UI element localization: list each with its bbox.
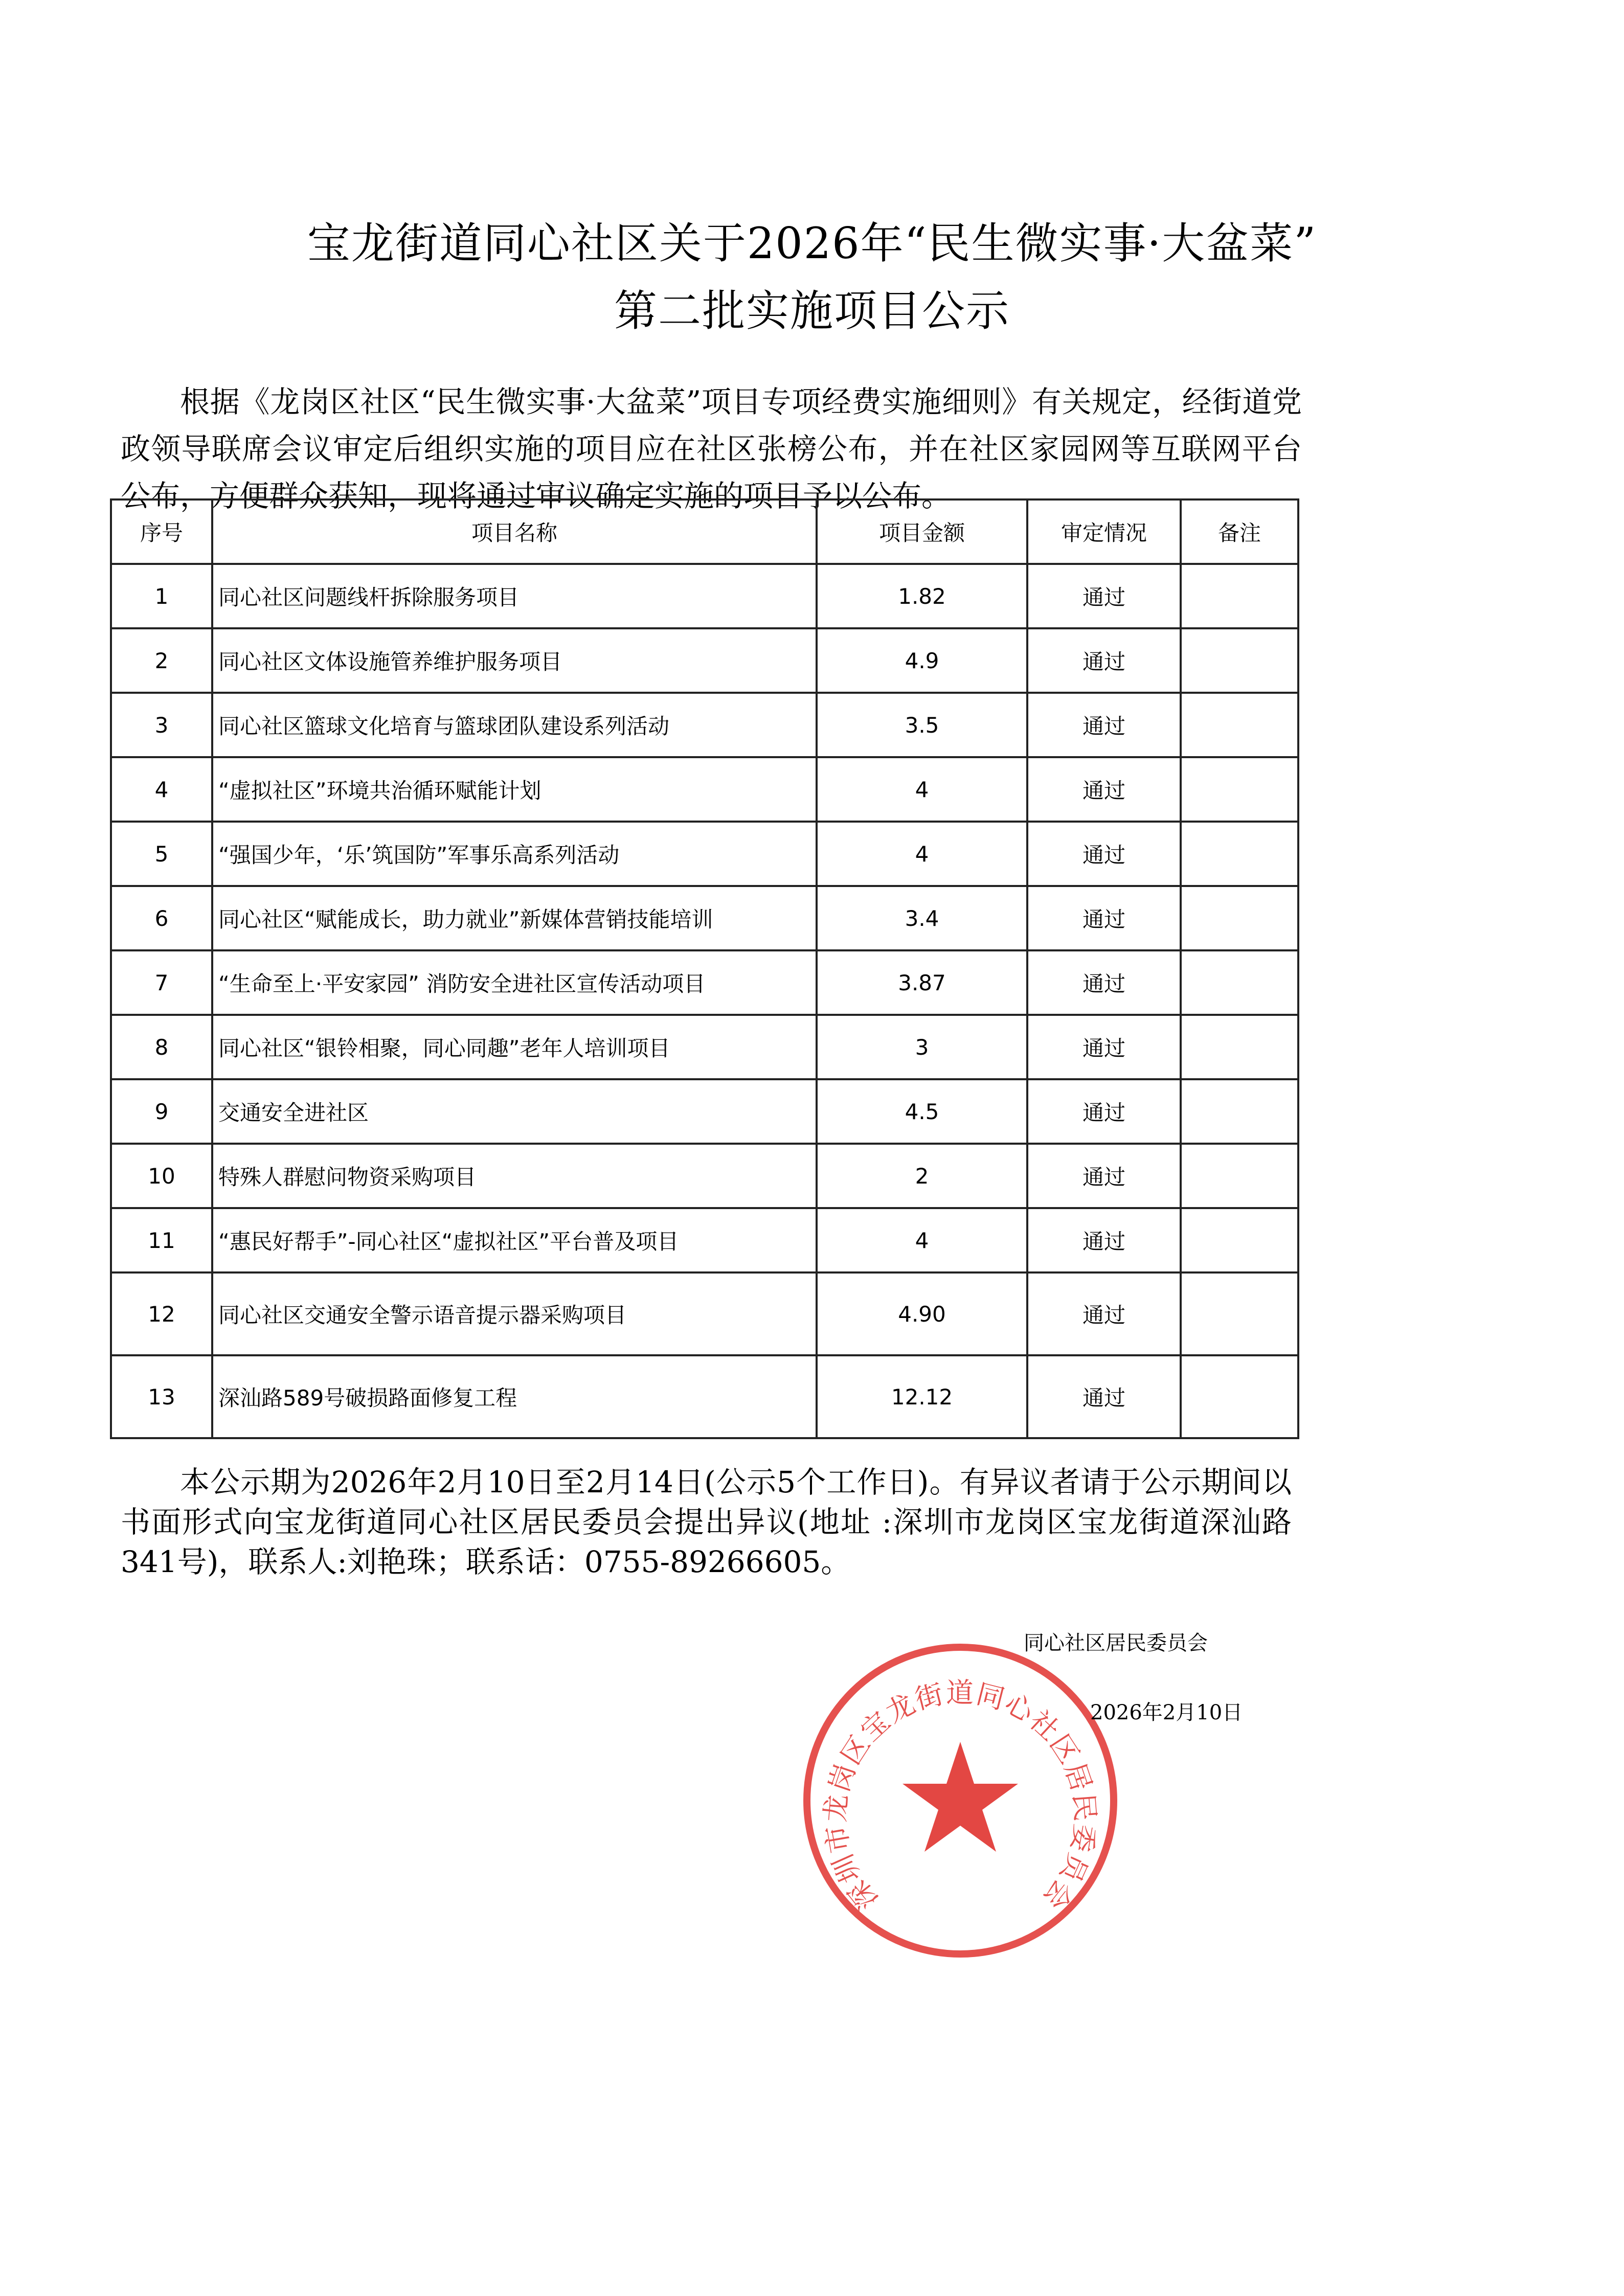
row-name: 同心社区交通安全警示语音提示器采购项目 (212, 1272, 817, 1355)
row-status: 通过 (1027, 1079, 1181, 1144)
table-row (111, 1208, 1298, 1272)
row-remark (1181, 1272, 1298, 1355)
row-status: 通过 (1027, 1272, 1181, 1355)
row-remark (1181, 1208, 1298, 1272)
signature-org: 同心社区居民委员会 (1024, 1631, 1208, 1655)
row-remark (1181, 950, 1298, 1015)
row-index: 12 (111, 1272, 212, 1355)
row-status: 通过 (1027, 628, 1181, 693)
table-row (111, 757, 1298, 822)
row-remark (1181, 1355, 1298, 1438)
row-index: 1 (111, 564, 212, 628)
table-row (111, 1079, 1298, 1144)
table-row (111, 1272, 1298, 1355)
row-name: 同心社区篮球文化培育与篮球团队建设系列活动 (212, 693, 817, 757)
notice-paragraph (121, 1462, 1292, 1582)
header-remark: 备注 (1181, 499, 1298, 564)
row-remark (1181, 757, 1298, 822)
row-index: 3 (111, 693, 212, 757)
row-remark (1181, 1144, 1298, 1208)
row-amount: 4.90 (817, 1272, 1027, 1355)
star-icon (903, 1742, 1018, 1852)
row-status: 通过 (1027, 693, 1181, 757)
row-status: 通过 (1027, 1355, 1181, 1438)
row-remark (1181, 1015, 1298, 1079)
row-amount: 4 (817, 1208, 1027, 1272)
title-line-2: 第二批实施项目公示 (614, 286, 1010, 336)
row-remark (1181, 822, 1298, 886)
signature-date: 2026年2月10日 (1090, 1701, 1243, 1724)
row-name: 深汕路589号破损路面修复工程 (212, 1355, 817, 1438)
row-amount: 12.12 (817, 1355, 1027, 1438)
row-index: 7 (111, 950, 212, 1015)
row-name: “强国少年，‘乐’筑国防”军事乐高系列活动 (212, 822, 817, 886)
row-amount: 1.82 (817, 564, 1027, 628)
row-status: 通过 (1027, 564, 1181, 628)
title-line-1: 宝龙街道同心社区关于2026年“民生微实事·大盆菜” (307, 218, 1317, 268)
table-row (111, 1355, 1298, 1438)
table-row (111, 950, 1298, 1015)
row-amount: 4.5 (817, 1079, 1027, 1144)
row-name: “生命至上·平安家园” 消防安全进社区宣传活动项目 (212, 950, 817, 1015)
row-name: 同心社区文体设施管养维护服务项目 (212, 628, 817, 693)
table-row (111, 628, 1298, 693)
row-amount: 3.87 (817, 950, 1027, 1015)
row-name: 特殊人群慰问物资采购项目 (212, 1144, 817, 1208)
row-remark (1181, 628, 1298, 693)
official-seal (802, 1642, 1119, 1959)
row-status: 通过 (1027, 1015, 1181, 1079)
row-amount: 3.5 (817, 693, 1027, 757)
table-row (111, 693, 1298, 757)
notice-text: 本公示期为2026年2月10日至2月14日(公示5个工作日)。有异议者请于公示期间以书面形式向宝龙街道同心社区居民委员会提出异议(地址 :深圳市龙岗区宝龙街道深汕路341号)，联系人:刘艳珠；联系话：0755-89266605。 (121, 1465, 1292, 1579)
header-status: 审定情况 (1027, 499, 1181, 564)
row-remark (1181, 693, 1298, 757)
intro-text: 根据《龙岗区社区“民生微实事·大盆菜”项目专项经费实施细则》有关规定，经街道党政领导联席会议审定后组织实施的项目应在社区张榜公布，并在社区家园网等互联网平台公布，方便群众获知，现将通过审议确定实施的项目予以公布。 (121, 384, 1302, 513)
row-name: “虚拟社区”环境共治循环赋能计划 (212, 757, 817, 822)
table-row (111, 564, 1298, 628)
row-index: 2 (111, 628, 212, 693)
row-amount: 4 (817, 822, 1027, 886)
row-name: 同心社区“赋能成长，助力就业”新媒体营销技能培训 (212, 886, 817, 950)
row-status: 通过 (1027, 950, 1181, 1015)
row-index: 4 (111, 757, 212, 822)
row-amount: 3 (817, 1015, 1027, 1079)
project-table (110, 498, 1299, 1439)
page-title (82, 210, 1542, 345)
table-row (111, 1144, 1298, 1208)
row-index: 5 (111, 822, 212, 886)
table-row (111, 822, 1298, 886)
row-remark (1181, 886, 1298, 950)
row-index: 13 (111, 1355, 212, 1438)
header-name: 项目名称 (212, 499, 817, 564)
header-amount: 项目金额 (817, 499, 1027, 564)
table-header-row (111, 499, 1298, 564)
row-index: 8 (111, 1015, 212, 1079)
row-index: 6 (111, 886, 212, 950)
row-remark (1181, 564, 1298, 628)
seal-text: 深圳市龙岗区宝龙街道同心社区居民委员会 (819, 1676, 1102, 1916)
row-amount: 3.4 (817, 886, 1027, 950)
row-status: 通过 (1027, 1208, 1181, 1272)
row-index: 11 (111, 1208, 212, 1272)
table-row (111, 886, 1298, 950)
row-status: 通过 (1027, 1144, 1181, 1208)
row-index: 9 (111, 1079, 212, 1144)
row-name: 交通安全进社区 (212, 1079, 817, 1144)
row-index: 10 (111, 1144, 212, 1208)
row-remark (1181, 1079, 1298, 1144)
table-row (111, 1015, 1298, 1079)
row-name: 同心社区“银铃相聚，同心同趣”老年人培训项目 (212, 1015, 817, 1079)
row-status: 通过 (1027, 757, 1181, 822)
row-status: 通过 (1027, 886, 1181, 950)
row-amount: 2 (817, 1144, 1027, 1208)
header-index: 序号 (111, 499, 212, 564)
row-name: 同心社区问题线杆拆除服务项目 (212, 564, 817, 628)
row-name: “惠民好帮手”-同心社区“虚拟社区”平台普及项目 (212, 1208, 817, 1272)
row-amount: 4 (817, 757, 1027, 822)
row-amount: 4.9 (817, 628, 1027, 693)
row-status: 通过 (1027, 822, 1181, 886)
